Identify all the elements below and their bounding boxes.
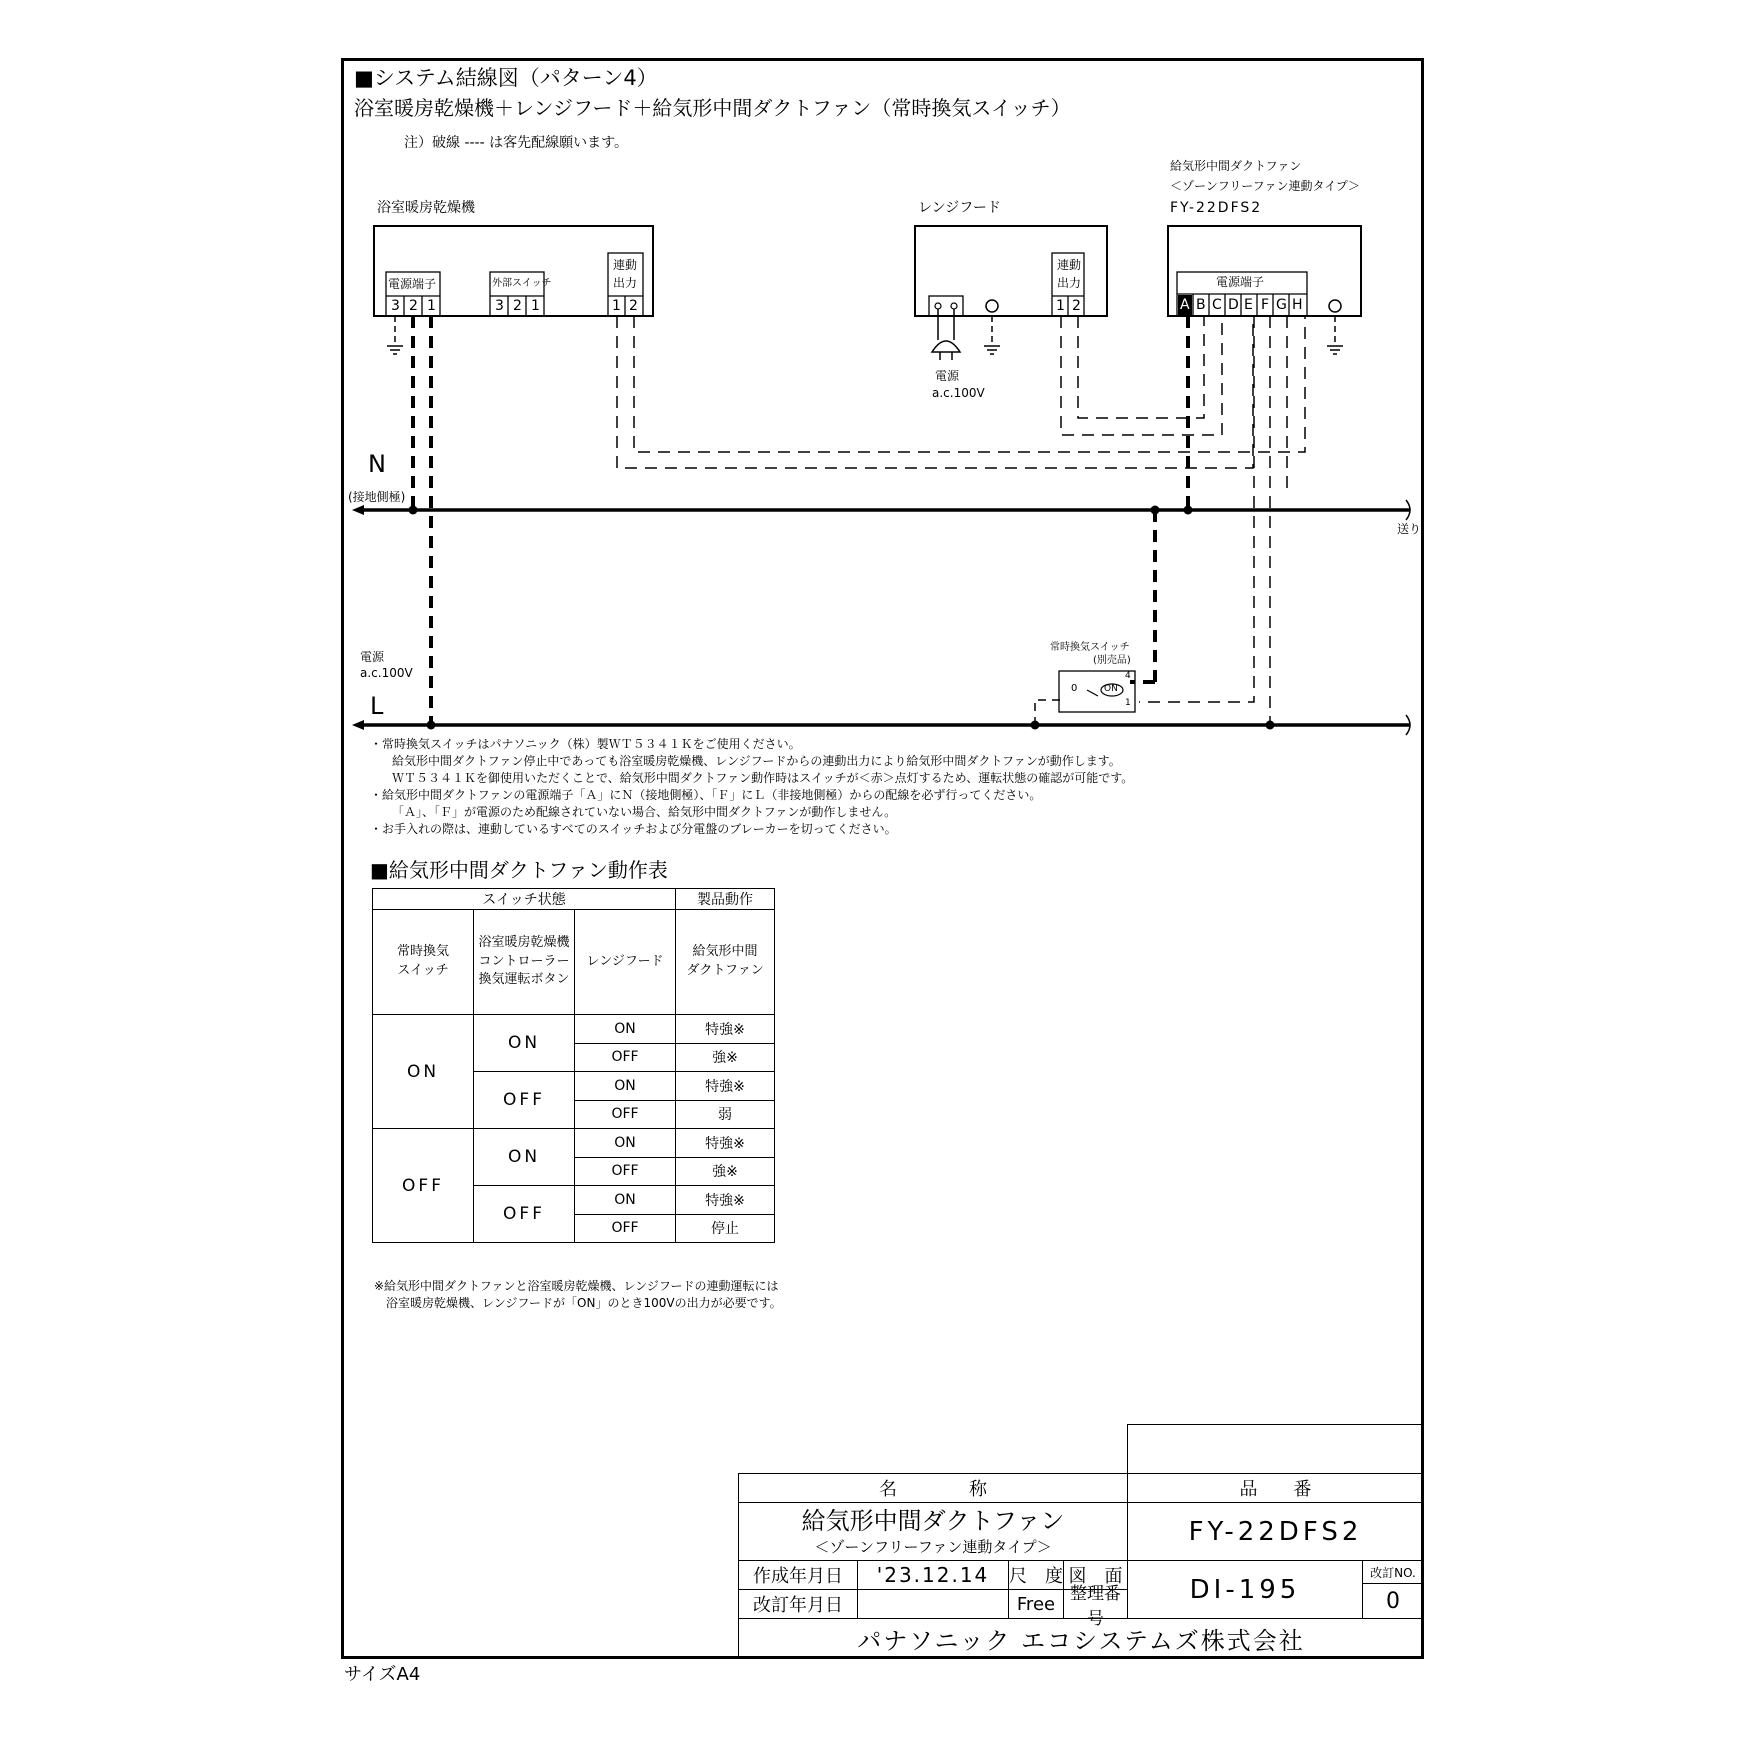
bath-interlock-label-1: 連動 bbox=[613, 258, 638, 272]
hood-cell: ON bbox=[575, 1015, 676, 1044]
range-hood-label: レンジフード bbox=[918, 200, 1001, 216]
op-table-footnote: 浴室暖房乾燥機、レンジフードが「ON」のとき100Vの出力が必要です。 bbox=[386, 1296, 782, 1310]
duct-fan-model: FY-22DFS2 bbox=[1170, 200, 1263, 216]
table-row bbox=[373, 1015, 775, 1044]
switch-terminal-bottom: 1 bbox=[1125, 698, 1131, 708]
bath-power-terminal-1: 1 bbox=[427, 298, 436, 314]
op-table-title: ■給気形中間ダクトファン動作表 bbox=[370, 858, 668, 882]
switch-label: 常時換気スイッチ bbox=[1050, 642, 1130, 653]
switch-sub-label: (別売品) bbox=[1093, 655, 1131, 666]
power-value: a.c.100V bbox=[360, 666, 413, 680]
hood-cell: OFF bbox=[575, 1157, 676, 1186]
product-sub: ＜ゾーンフリーファン連動タイプ＞ bbox=[814, 1538, 1052, 1556]
switch-off-mark: 0 bbox=[1071, 683, 1078, 694]
note-line: 「Ａ」、「Ｆ」が電源のため配線されていない場合、給気形中間ダクトファンが動作しません。 bbox=[392, 805, 897, 819]
hood-cell: ON bbox=[575, 1072, 676, 1101]
note-line: ＷＴ５３４１Ｋを御使用いただくことで、給気形中間ダクトファン動作時はスイッチが＜赤＞点灯するため、運転状態の確認が可能です。 bbox=[392, 771, 1134, 785]
note-line: ・給気形中間ダクトファンの電源端子「Ａ」にＮ（接地側極）、「Ｆ」にＬ（非接地側極）からの配線を必ず行ってください。 bbox=[370, 788, 1042, 802]
controller-cell: OFF bbox=[474, 1186, 575, 1243]
l-label: L bbox=[370, 692, 384, 720]
switch-state-header: スイッチ状態 bbox=[373, 889, 676, 910]
drawing-number: DI-195 bbox=[1127, 1560, 1363, 1619]
diagram-subtitle: 浴室暖房乾燥機＋レンジフード＋給気形中間ダクトファン（常時換気スイッチ） bbox=[354, 96, 1071, 120]
diagram-title: ■システム結線図（パターン4） bbox=[354, 66, 658, 90]
note-line: 給気形中間ダクトファン停止中であっても浴室暖房乾燥機、レンジフードからの連動出力により給気形中間ダクトファンが動作します。 bbox=[392, 754, 1121, 768]
bath-power-terminal-label: 電源端子 bbox=[388, 277, 437, 291]
table-row bbox=[373, 1129, 775, 1158]
action-cell: 特強※ bbox=[676, 1129, 775, 1158]
fan-terminal-a: A bbox=[1180, 297, 1190, 313]
hood-power-value: a.c.100V bbox=[932, 386, 985, 400]
col-controller-header: 浴室暖房乾燥機 コントローラー 換気運転ボタン bbox=[474, 910, 575, 1015]
revised-label: 改訂年月日 bbox=[738, 1589, 858, 1619]
switch-on-mark: ON bbox=[1104, 684, 1118, 694]
fan-terminal-c: C bbox=[1212, 297, 1222, 313]
drawing-label: 図 面 bbox=[1063, 1560, 1128, 1590]
fan-terminal-b: B bbox=[1196, 297, 1206, 313]
bath-power-terminal-2: 2 bbox=[409, 298, 418, 314]
power-wires bbox=[413, 316, 1188, 725]
hood-interlock-terminal-1: 1 bbox=[1056, 298, 1065, 314]
note-line: ・お手入れの際は、連動しているすべてのスイッチおよび分電盤のブレーカーを切ってください。 bbox=[370, 822, 897, 836]
ref-label: 整理番号 bbox=[1063, 1589, 1128, 1619]
action-cell: 特強※ bbox=[676, 1186, 775, 1215]
rev-label: 改訂NO. bbox=[1362, 1560, 1424, 1584]
fan-terminal-f: F bbox=[1261, 297, 1270, 313]
col-switch-header: 常時換気 スイッチ bbox=[373, 910, 474, 1015]
operation-table bbox=[372, 888, 775, 1243]
note-line: ・常時換気スイッチはパナソニック（株）製ＷＴ５３４１Ｋをご使用ください。 bbox=[370, 737, 801, 751]
n-sub-label: (接地側極) bbox=[348, 490, 406, 504]
fan-terminal-g: G bbox=[1276, 297, 1287, 313]
bath-interlock-terminal-1: 1 bbox=[612, 298, 621, 314]
power-label: 電源 bbox=[360, 650, 385, 664]
hood-interlock-label-2: 出力 bbox=[1057, 276, 1082, 290]
col-hood-header: レンジフード bbox=[575, 910, 676, 1015]
hood-interlock-terminal-2: 2 bbox=[1072, 298, 1081, 314]
controller-cell: OFF bbox=[474, 1072, 575, 1129]
hood-cell: OFF bbox=[575, 1100, 676, 1129]
action-cell: 弱 bbox=[676, 1100, 775, 1129]
fan-terminal-h: H bbox=[1292, 297, 1303, 313]
interlock-wires bbox=[617, 316, 1305, 725]
name-header: 名 称 bbox=[738, 1473, 1128, 1503]
n-label: N bbox=[368, 450, 386, 478]
hood-cell: OFF bbox=[575, 1214, 676, 1243]
op-table-footnote: ※給気形中間ダクトファンと浴室暖房乾燥機、レンジフードの連動運転には bbox=[374, 1279, 779, 1293]
hood-interlock-label-1: 連動 bbox=[1057, 258, 1082, 272]
number-header: 品 番 bbox=[1127, 1473, 1424, 1503]
switch-cell: OFF bbox=[373, 1129, 474, 1243]
bath-interlock-terminal-2: 2 bbox=[629, 298, 638, 314]
scale-value: Free bbox=[1008, 1589, 1064, 1619]
company-name: パナソニック エコシステムズ株式会社 bbox=[738, 1618, 1424, 1659]
table-header-row bbox=[373, 910, 775, 1015]
duct-fan-type: ＜ゾーンフリーファン連動タイプ＞ bbox=[1170, 179, 1360, 193]
action-cell: 特強※ bbox=[676, 1015, 775, 1044]
action-cell: 特強※ bbox=[676, 1072, 775, 1101]
fan-terminal-label: 電源端子 bbox=[1216, 275, 1265, 289]
product-name: 給気形中間ダクトファン bbox=[801, 1507, 1065, 1535]
created-label: 作成年月日 bbox=[738, 1560, 858, 1590]
scale-label: 尺 度 bbox=[1008, 1560, 1064, 1590]
hood-cell: ON bbox=[575, 1129, 676, 1158]
action-cell: 停止 bbox=[676, 1214, 775, 1243]
controller-cell: ON bbox=[474, 1015, 575, 1072]
controller-cell: ON bbox=[474, 1129, 575, 1186]
send-label: 送り bbox=[1397, 522, 1422, 536]
hood-cell: ON bbox=[575, 1186, 676, 1215]
bath-ext-terminal-3: 3 bbox=[495, 298, 504, 314]
rev-value: 0 bbox=[1362, 1583, 1424, 1619]
model-number: FY-22DFS2 bbox=[1127, 1502, 1424, 1561]
duct-fan-label: 給気形中間ダクトファン bbox=[1170, 159, 1302, 173]
product-name-cell bbox=[738, 1502, 1128, 1561]
action-cell: 強※ bbox=[676, 1043, 775, 1072]
product-action-header: 製品動作 bbox=[676, 889, 775, 910]
switch-cell: ON bbox=[373, 1015, 474, 1129]
bath-power-terminal-3: 3 bbox=[391, 298, 400, 314]
revised-value bbox=[857, 1589, 1009, 1619]
table-header-row bbox=[373, 889, 775, 910]
title-block-blank bbox=[1127, 1424, 1424, 1474]
created-value: '23.12.14 bbox=[857, 1560, 1009, 1590]
wiring-note: 注）破線 ---- は客先配線願います。 bbox=[404, 135, 628, 151]
bath-interlock-label-2: 出力 bbox=[613, 276, 638, 290]
switch-terminal-top: 4 bbox=[1125, 671, 1131, 681]
bath-dryer-label: 浴室暖房乾燥機 bbox=[377, 200, 475, 216]
col-fan-header: 給気形中間 ダクトファン bbox=[676, 910, 775, 1015]
hood-outlet bbox=[929, 296, 963, 316]
size-label: サイズA4 bbox=[344, 1664, 421, 1685]
action-cell: 強※ bbox=[676, 1157, 775, 1186]
fan-terminal-d: D bbox=[1228, 297, 1239, 313]
hood-cell: OFF bbox=[575, 1043, 676, 1072]
bath-ext-terminal-2: 2 bbox=[513, 298, 522, 314]
bath-ext-terminal-1: 1 bbox=[531, 298, 540, 314]
fan-terminal-e: E bbox=[1244, 297, 1253, 313]
bath-external-switch-label: 外部スイッチ bbox=[492, 278, 552, 289]
hood-power-label: 電源 bbox=[935, 369, 960, 383]
